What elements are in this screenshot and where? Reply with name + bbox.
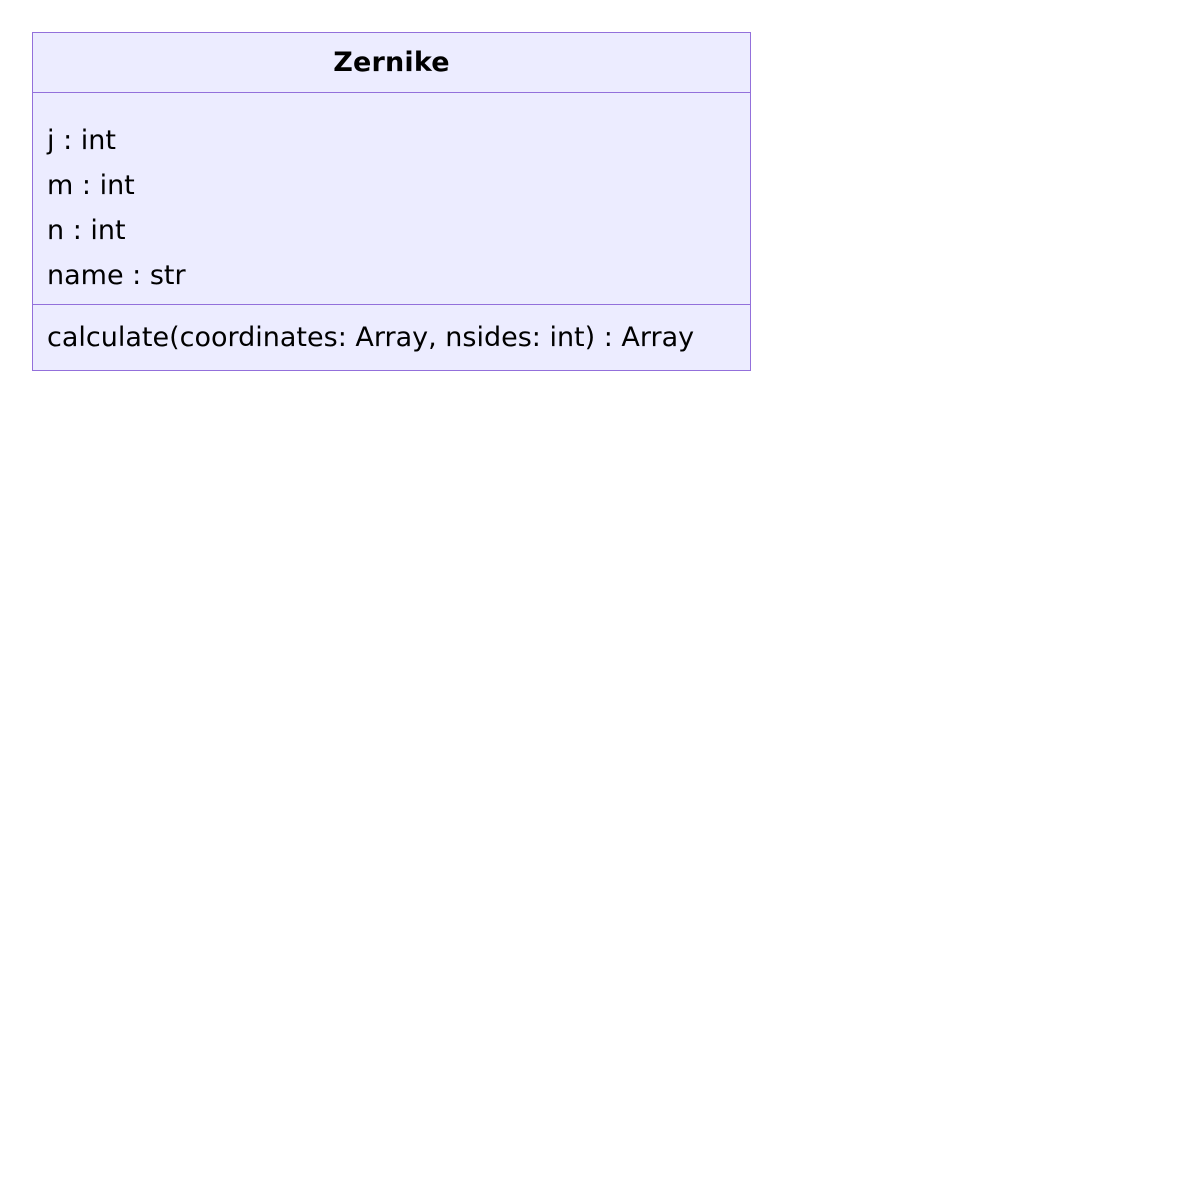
class-box-zernike bbox=[32, 32, 751, 371]
attribute-j: j : int bbox=[47, 125, 116, 156]
class-header bbox=[33, 33, 750, 93]
class-attributes bbox=[33, 93, 750, 305]
attribute-m: m : int bbox=[47, 170, 135, 201]
attribute-n: n : int bbox=[47, 215, 126, 246]
class-methods bbox=[33, 305, 750, 357]
class-title: Zernike bbox=[333, 47, 450, 78]
method-calculate: calculate(coordinates: Array, nsides: int) : Array bbox=[47, 322, 695, 353]
attribute-name: name : str bbox=[47, 260, 186, 291]
